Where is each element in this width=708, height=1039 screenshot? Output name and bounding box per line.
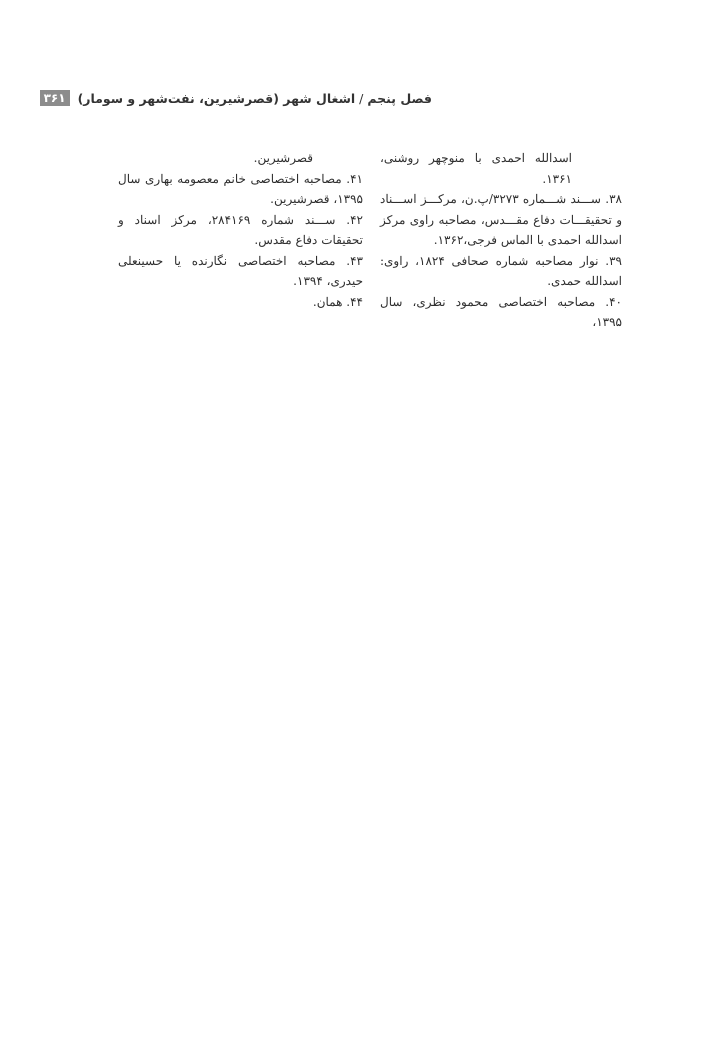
footnote-40 bbox=[380, 292, 622, 333]
footnote-number: ۴۰. bbox=[605, 294, 622, 309]
footnote-43 bbox=[118, 251, 363, 292]
footnote-number: ۴۱. bbox=[346, 171, 363, 186]
footnote-text: نوار مصاحبه شماره صحافی ۱۸۲۴، راوی: اسدالله حمدی. bbox=[380, 253, 622, 288]
footnote-text: مصاحبه اختصاصی خانم معصومه بهاری سال ۱۳۹۵، قصرشیرین. bbox=[118, 171, 363, 206]
footnote-42 bbox=[118, 210, 363, 251]
footnote-number: ۴۴. bbox=[346, 294, 363, 309]
header-separator: / bbox=[359, 90, 364, 106]
footnote-number: ۴۲. bbox=[346, 212, 363, 227]
footnote-text: مصاحبه اختصاصی نگارنده یا حسینعلی حیدری، ۱۳۹۴. bbox=[118, 253, 363, 288]
chapter-title: اشغال شهر (قصرشیرین، نفت‌شهر و سومار) bbox=[77, 90, 356, 106]
footnote-number: ۳۸. bbox=[605, 192, 622, 206]
footnote-text: همان. bbox=[312, 294, 343, 309]
footnote-44 bbox=[118, 292, 363, 313]
chapter-label: فصل پنجم bbox=[367, 90, 432, 106]
footnote-text: ســـند شـــماره ۳۲۷۳/پ.ن، مرکـــز اســـناد و تحقیقـــات دفاع مقـــدس، مصاحبه راوی مرکز اسدالله احمدی با الماس فرجی،۱۳۶۲. bbox=[380, 192, 622, 247]
footnote-39 bbox=[380, 251, 622, 292]
footnote-text: ســـند شماره ۲۸۴۱۶۹، مرکز اسناد و تحقیقات دفاع مقدس. bbox=[118, 212, 363, 247]
footnotes-right-column bbox=[380, 148, 622, 333]
footnote-number: ۴۳. bbox=[346, 253, 363, 268]
footnote-continuation: اسدالله احمدی با منوچهر روشنی، ۱۳۶۱. bbox=[380, 151, 572, 186]
running-header bbox=[43, 86, 440, 110]
footnote-38 bbox=[380, 189, 622, 251]
footnotes-left-column bbox=[118, 148, 363, 312]
footnote-continuation: قصرشیرین. bbox=[253, 151, 313, 165]
footnote-41 bbox=[118, 169, 363, 210]
footnote-text: مصاحبه اختصاصی محمود نظری، سال ۱۳۹۵، bbox=[380, 294, 622, 329]
footnote-number: ۳۹. bbox=[605, 253, 622, 268]
page-number: ۳۶۱ bbox=[40, 90, 70, 106]
